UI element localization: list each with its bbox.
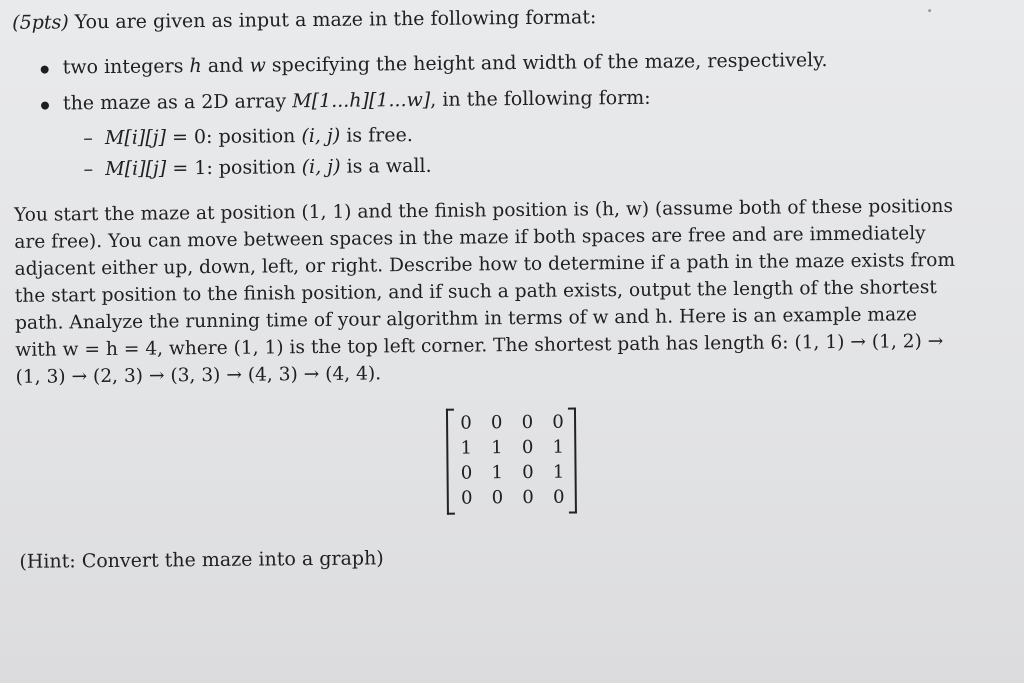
bullet-dot xyxy=(41,102,49,110)
dash: – xyxy=(83,127,93,150)
bullet-item-array xyxy=(62,86,651,115)
paragraph-line: path. Analyze the running time of your algorithm in terms of w and h. Here is an example maze xyxy=(15,304,918,334)
subitem-wall xyxy=(83,154,432,181)
matrix-cell: 0 xyxy=(460,487,473,509)
matrix-cell: 0 xyxy=(521,436,534,459)
problem-header xyxy=(12,8,596,33)
subitem-text: = 1: position xyxy=(166,156,302,180)
matrix-cell: 0 xyxy=(522,461,534,484)
bullet-text: the maze as a 2D array xyxy=(62,90,293,115)
subitem-text: is a wall. xyxy=(340,154,432,178)
matrix-cell: 0 xyxy=(490,412,503,434)
paragraph-line: (1, 3) → (2, 3) → (3, 3) → (4, 3) → (4, 4). xyxy=(15,363,382,388)
bullet-dot xyxy=(41,66,49,74)
matrix-cell: 0 xyxy=(522,486,534,509)
bullet-text: , in the following form: xyxy=(430,86,651,111)
matrix-cell: 1 xyxy=(491,462,504,484)
matrix-row xyxy=(458,462,566,484)
dash: – xyxy=(83,158,94,181)
cell-notation: M[i][j] xyxy=(104,126,167,149)
paragraph-line: the start position to the finish position, and if such a path exists, output the length of the shortest xyxy=(14,277,937,307)
matrix-row xyxy=(458,437,566,459)
array-notation: M[1...h][1...w] xyxy=(292,88,431,113)
matrix-cell: 0 xyxy=(460,412,472,434)
cell-notation: M[i][j] xyxy=(105,157,167,180)
intro-text: You are given as input a maze in the following format: xyxy=(74,6,597,34)
matrix-cell: 1 xyxy=(552,436,565,458)
matrix-row xyxy=(459,487,567,509)
bullet-item-dimensions xyxy=(63,51,828,77)
var-h: h xyxy=(189,55,202,78)
hint-text: (Hint: Convert the maze into a graph) xyxy=(19,547,384,573)
matrix-cell: 0 xyxy=(491,487,504,509)
maze-matrix xyxy=(446,407,577,512)
position-notation: (i, j) xyxy=(301,155,341,179)
paragraph-line: with w = h = 4, where (1, 1) is the top left corner. The shortest path has length 6: (1, 1) → (1, 2) → xyxy=(15,330,944,361)
matrix-cell: 1 xyxy=(552,461,565,483)
matrix-cell: 0 xyxy=(521,411,534,434)
paper-speck xyxy=(928,9,931,12)
points-label: (5pts) xyxy=(12,11,69,34)
right-bracket xyxy=(568,407,577,513)
matrix-cell: 0 xyxy=(552,411,564,433)
subitem-text: is free. xyxy=(340,124,413,147)
bullet-text: specifying the height and width of the maze, respectively. xyxy=(265,49,828,77)
left-bracket xyxy=(446,409,455,515)
subitem-free xyxy=(83,126,413,148)
bullet-text: two integers xyxy=(62,55,190,79)
subitem-text: = 0: position xyxy=(165,125,302,149)
matrix-cell: 0 xyxy=(460,462,473,484)
matrix-cell: 0 xyxy=(552,486,565,508)
bullet-text: and xyxy=(201,54,250,78)
matrix-cell: 1 xyxy=(491,437,503,459)
paragraph-line: are free). You can move between spaces in the maze if both spaces are free and are immediately xyxy=(14,223,926,253)
matrix-row xyxy=(458,412,566,434)
paragraph-line: adjacent either up, down, left, or right. Describe how to determine if a path in the maze exists from xyxy=(14,249,956,280)
paragraph-line: You start the maze at position (1, 1) and the finish position is (h, w) (assume both of these positions xyxy=(13,195,954,226)
matrix-cell: 1 xyxy=(460,437,473,459)
position-notation: (i, j) xyxy=(301,124,341,148)
var-w: w xyxy=(249,54,266,77)
